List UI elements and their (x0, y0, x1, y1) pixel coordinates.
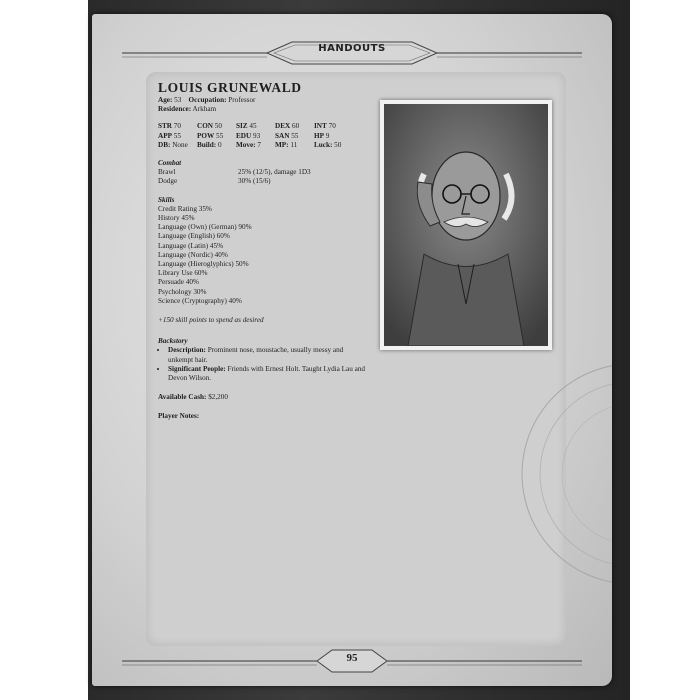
skill-item: Language (Own) (German) 90% (158, 223, 252, 232)
stat-db: DB: None (158, 140, 188, 149)
stat-int: INT 70 (314, 122, 336, 131)
stat-san: SAN 55 (275, 131, 299, 140)
backstory-item (168, 346, 368, 364)
stats-block (158, 122, 368, 150)
backstory-list (158, 346, 368, 383)
backstory-label: Significant People: (168, 364, 226, 373)
combat-title: Combat (158, 159, 182, 168)
stats-row (158, 141, 368, 150)
character-name: LOUIS GRUNEWALD (158, 80, 302, 95)
background-ornament (512, 314, 612, 644)
stats-row (158, 132, 368, 141)
stat-move: Move: 7 (236, 140, 261, 149)
skill-points-note: +150 skill points to spend as desired (158, 316, 264, 325)
age-label: Age: (158, 96, 173, 104)
skill-item: Persuade 40% (158, 278, 199, 287)
age-occupation-row (158, 96, 368, 105)
backstory-item (168, 365, 368, 383)
occupation-value: Professor (228, 96, 256, 104)
skills-list (158, 205, 368, 306)
portrait-photo (380, 100, 552, 350)
skill-item: Language (Latin) 45% (158, 241, 224, 250)
combat-name: Brawl (158, 168, 176, 177)
stat-con: CON 50 (197, 122, 222, 131)
residence-label: Residence: (158, 105, 192, 114)
combat-row (158, 177, 368, 186)
backstory-title: Backstory (158, 337, 188, 346)
skill-item: Language (English) 60% (158, 232, 230, 241)
cash-row (158, 393, 368, 402)
stat-mp: MP: 11 (275, 140, 298, 149)
backstory-label: Description: (168, 346, 206, 355)
age-value: 53 (174, 96, 182, 104)
skill-item: Library Use 60% (158, 269, 208, 278)
player-notes-label: Player Notes: (158, 412, 200, 421)
combat-name: Dodge (158, 177, 178, 186)
combat-row (158, 168, 368, 177)
occupation-label: Occupation: (188, 96, 227, 104)
backstory-text: Friends with Ernest Holt. Taught Lydia Lau and Devon Wilson. (168, 364, 366, 383)
footer-banner (92, 644, 612, 678)
residence-value: Arkham (192, 105, 217, 114)
header-label: HANDOUTS (318, 43, 386, 54)
skill-item: Credit Rating 35% (158, 204, 212, 213)
stat-siz: SIZ 45 (236, 122, 257, 131)
cash-label: Available Cash: (158, 393, 207, 402)
skills-title: Skills (158, 195, 175, 204)
header-banner (92, 36, 612, 70)
cash-value: $2,200 (208, 393, 228, 402)
stat-luck: Luck: 50 (314, 140, 342, 149)
stat-edu: EDU 93 (236, 131, 261, 140)
stats-row (158, 122, 368, 131)
stat-app: APP 55 (158, 131, 181, 140)
stat-dex: DEX 60 (275, 122, 300, 131)
combat-value: 25% (12/5), damage 1D3 (238, 168, 311, 177)
backstory-text: Prominent nose, moustache, usually messy and unkempt hair. (168, 346, 344, 364)
stat-hp: HP 9 (314, 131, 330, 140)
skill-item: Psychology 30% (158, 287, 207, 296)
skill-item: Science (Cryptography) 40% (158, 296, 242, 305)
skill-item: Language (Hieroglyphics) 50% (158, 260, 249, 269)
character-panel (146, 72, 566, 646)
page-number: 95 (346, 652, 358, 664)
stat-str: STR 70 (158, 122, 181, 131)
stat-build: Build: 0 (197, 140, 222, 149)
portrait-sketch (384, 104, 548, 346)
residence-row (158, 105, 368, 114)
skill-item: Language (Nordic) 40% (158, 250, 228, 259)
combat-value: 30% (15/6) (238, 177, 271, 186)
skill-item: History 45% (158, 214, 195, 223)
character-sheet (158, 80, 368, 422)
handout-page (92, 14, 612, 686)
stat-pow: POW 55 (197, 131, 224, 140)
